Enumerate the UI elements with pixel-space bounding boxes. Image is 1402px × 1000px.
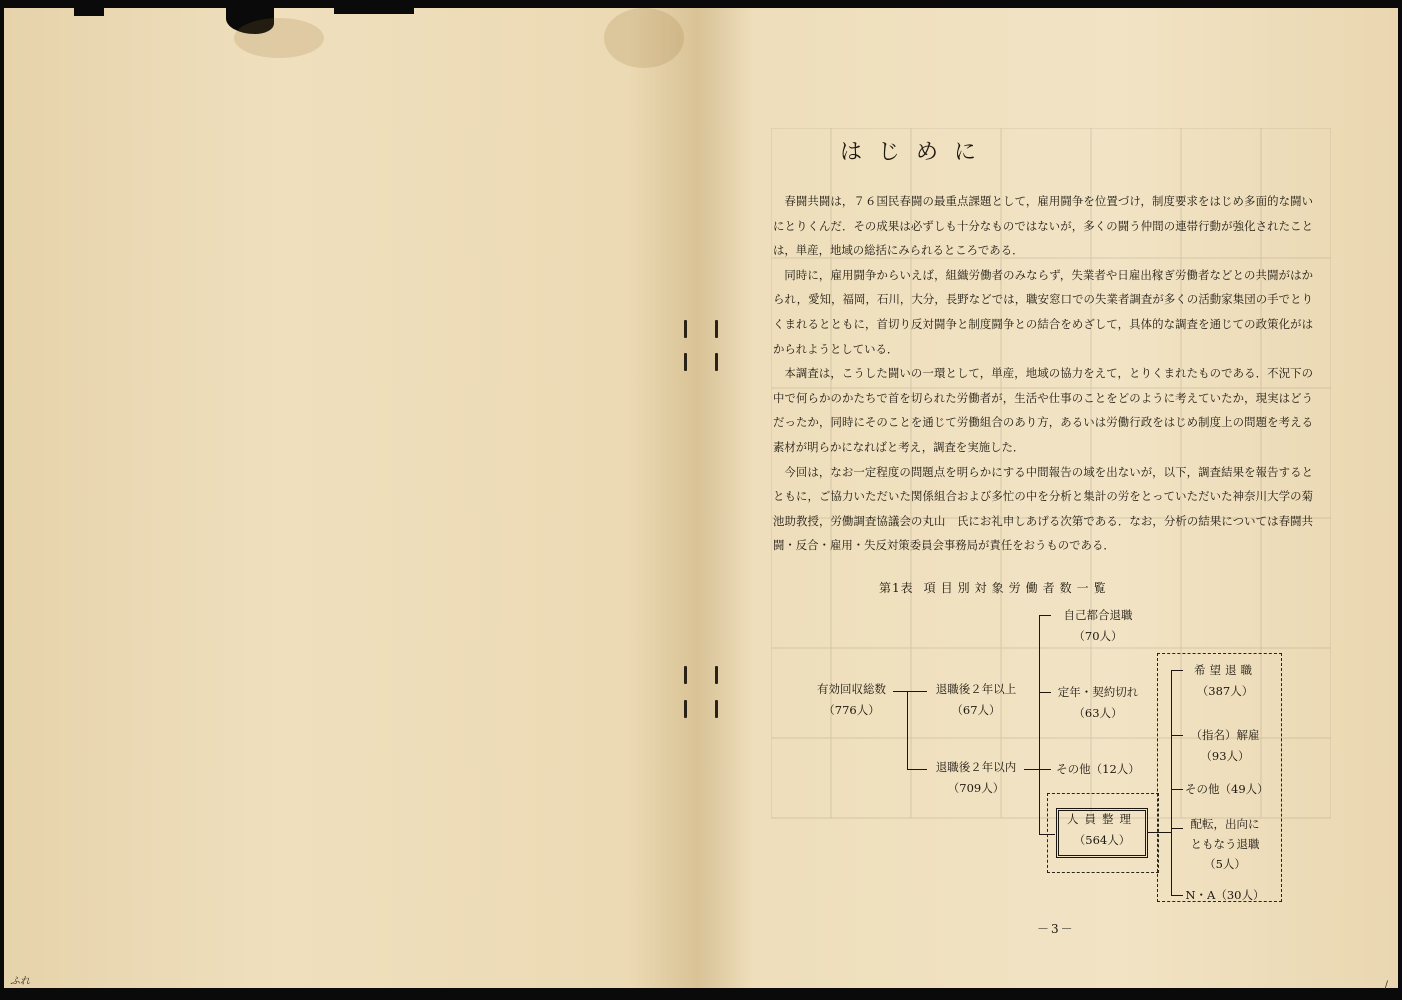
node-count: （564人）	[1073, 833, 1131, 847]
node-restructuring	[1059, 809, 1145, 851]
staple	[715, 353, 718, 371]
node-other-12: その他（12人）	[1056, 762, 1140, 776]
connector	[1171, 828, 1183, 829]
node-count: （67人）	[951, 703, 1001, 717]
torn-edge	[74, 8, 104, 16]
node-transfer-retirement	[1185, 814, 1265, 874]
node-na: N・A（30人）	[1185, 888, 1265, 902]
paragraph: 春闘共闘は，７６国民春闘の最重点課題として，雇用闘争を位置づけ，制度要求をはじめ多面的な闘いにとりくんだ．その成果は必ずしも十分なものではないが，多くの闘う仲間の連帯行動が強化されたことは，単産，地域の総括にみられるところである．	[773, 194, 1313, 258]
node-count: （5人）	[1204, 857, 1246, 871]
node-dismissal	[1185, 725, 1265, 767]
node-label: 自己都合退職	[1063, 608, 1133, 622]
document-spread	[4, 8, 1398, 991]
connector	[907, 691, 927, 692]
paragraph: 本調査は，こうした闘いの一環として，単産，地域の協力をえて，とりくまれたものである．不況下の中で何らかのかたちで首を切られた労働者が，生活や仕事のことをどのように考えていたか，現実はどうだったか，同時にそのことを通じて労働組合のあり方，あるいは労働行政をはじめ制度上の問題を考える素材が明らかになればと考え，調査を実施した．	[773, 366, 1313, 454]
paper-stain	[234, 18, 324, 58]
node-label: 有効回収総数	[817, 682, 886, 696]
node-within-2-years	[927, 757, 1025, 799]
staple	[715, 320, 718, 338]
node-count: （387人）	[1196, 684, 1254, 698]
node-self-resignation	[1053, 605, 1143, 647]
connector	[1171, 895, 1183, 896]
connector	[1171, 670, 1183, 671]
page-title: はじめに	[840, 140, 993, 165]
connector	[907, 691, 908, 769]
torn-edge	[334, 8, 414, 14]
node-label: （指名）解雇	[1190, 728, 1260, 742]
margin-note: ふれ	[10, 976, 30, 987]
node-label: 定年・契約切れ	[1057, 685, 1139, 699]
connector	[893, 691, 908, 692]
table-label: 第1表	[879, 581, 914, 595]
connector	[1171, 735, 1183, 736]
connector	[907, 769, 927, 770]
paper-stain	[604, 8, 684, 68]
paragraph: 同時に，雇用闘争からいえば，組織労働者のみならず，失業者や日雇出稼ぎ労働者などとの共闘がはかられ，愛知，福岡，石川，大分，長野などでは，職安窓口での失業者調査が多くの活動家集団の手でとりくまれるとともに，首切り反対闘争と制度闘争との結合をめざして，具体的な調査を通じての政策化がはかられようとしている．	[773, 267, 1313, 356]
node-count: （93人）	[1200, 749, 1250, 763]
connector	[1039, 615, 1040, 834]
staple	[684, 666, 687, 684]
page-number: －3－	[1037, 922, 1075, 936]
node-label: 人員整理	[1067, 812, 1137, 826]
staple	[684, 700, 687, 718]
node-count: （709人）	[947, 781, 1005, 795]
node-voluntary-retirement	[1185, 660, 1265, 702]
connector	[1039, 615, 1051, 616]
left-page	[4, 8, 697, 988]
show-through-text	[204, 234, 351, 255]
connector	[1039, 769, 1051, 770]
table-caption	[879, 579, 1111, 596]
right-page	[697, 8, 1398, 991]
node-retirement-contract-end	[1053, 682, 1143, 724]
node-over-2-years	[927, 679, 1025, 721]
staple	[684, 320, 687, 338]
node-count: （776人）	[823, 703, 880, 717]
node-label: 希望退職	[1194, 663, 1256, 677]
connector	[1039, 692, 1051, 693]
table-title: 項目別対象労働者数一覧	[923, 581, 1111, 595]
connector	[1171, 789, 1183, 790]
paragraph: 今回は，なお一定程度の問題点を明らかにする中間報告の域を出ないが，以下，調査結果を報告するとともに，ご協力いただいた関係組合および多忙の中を分析と集計の労をとっていただいた神奈川大学の菊池助教授，労働調査協議会の丸山 氏にお礼申しあげる次第である．なお，分析の結果については春闘共闘・反合・雇用・失反対策委員会事務局が責任をおうものである．	[773, 464, 1313, 553]
staple	[715, 666, 718, 684]
staple	[715, 700, 718, 718]
node-label: 退職後２年以内	[935, 760, 1017, 774]
node-root	[804, 679, 899, 721]
node-other-49: その他（49人）	[1185, 782, 1269, 796]
connector	[1024, 769, 1040, 770]
margin-mark: /	[1384, 980, 1388, 991]
node-count: （70人）	[1073, 629, 1123, 643]
node-label: ともなう退職	[1190, 837, 1260, 851]
node-label: 配転，出向に	[1190, 817, 1260, 831]
node-count: （63人）	[1073, 706, 1123, 720]
intro-body	[773, 189, 1313, 558]
staple	[684, 353, 687, 371]
node-label: 退職後２年以上	[935, 682, 1017, 696]
